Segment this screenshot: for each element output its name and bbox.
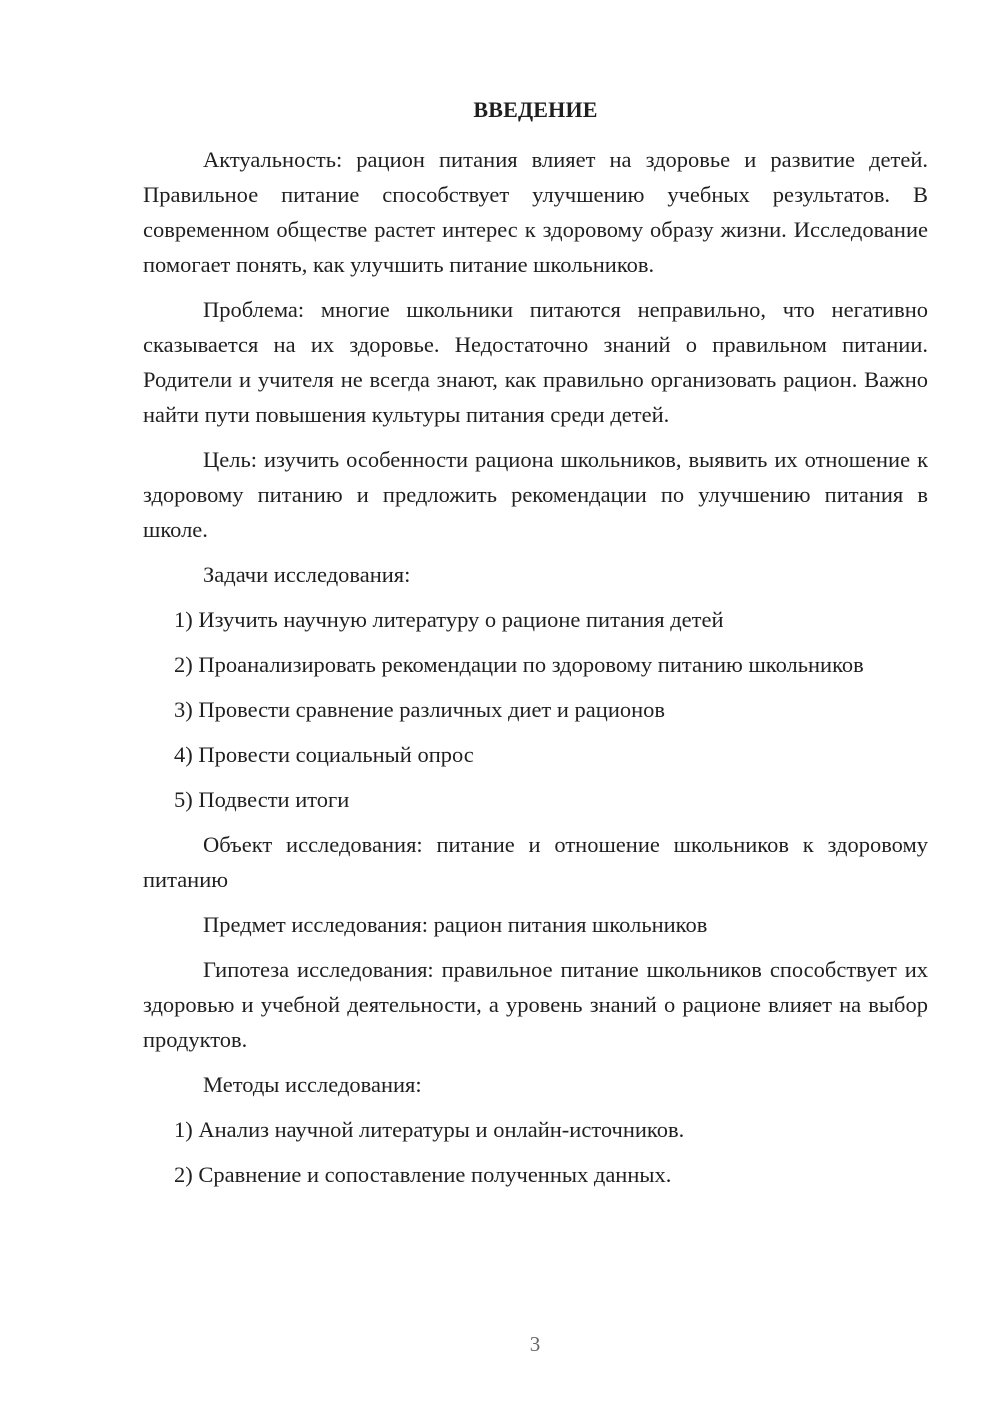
method-item: 1) Анализ научной литературы и онлайн-источников.	[174, 1117, 685, 1142]
methods-heading: Методы исследования:	[203, 1072, 422, 1097]
object-paragraph: Объект исследования: питание и отношение школьников к здоровому питанию	[143, 832, 928, 892]
goal-paragraph: Цель: изучить особенности рациона школьников, выявить их отношение к здоровому питанию и предложить рекомендации по улучшению питания в школе.	[143, 447, 928, 542]
task-item: 4) Провести социальный опрос	[174, 742, 474, 767]
page-number: 3	[529, 1332, 541, 1356]
task-item: 1) Изучить научную литературу о рационе питания детей	[174, 607, 724, 632]
subject-paragraph: Предмет исследования: рацион питания школьников	[203, 912, 708, 937]
page-content	[143, 92, 928, 1202]
task-item: 3) Провести сравнение различных диет и рационов	[174, 697, 666, 722]
problem-paragraph: Проблема: многие школьники питаются неправильно, что негативно сказывается на их здоровье. Недостаточно знаний о правильном питании. Родители и учителя не всегда знают, как правильно организовать рацион. Важно найти пути повышения культуры питания среди детей.	[143, 297, 928, 427]
task-item: 2) Проанализировать рекомендации по здоровому питанию школьников	[174, 652, 864, 677]
page-title: ВВЕДЕНИЕ	[473, 97, 598, 122]
method-item: 2) Сравнение и сопоставление полученных данных.	[174, 1162, 672, 1187]
relevance-paragraph: Актуальность: рацион питания влияет на здоровье и развитие детей. Правильное питание способствует улучшению учебных результатов. В современном обществе растет интерес к здоровому образу жизни. Исследование помогает понять, как улучшить питание школьников.	[143, 147, 928, 277]
tasks-heading: Задачи исследования:	[203, 562, 411, 587]
hypothesis-paragraph: Гипотеза исследования: правильное питание школьников способствует их здоровью и учебной деятельности, а уровень знаний о рационе влияет на выбор продуктов.	[143, 957, 928, 1052]
task-item: 5) Подвести итоги	[174, 787, 350, 812]
